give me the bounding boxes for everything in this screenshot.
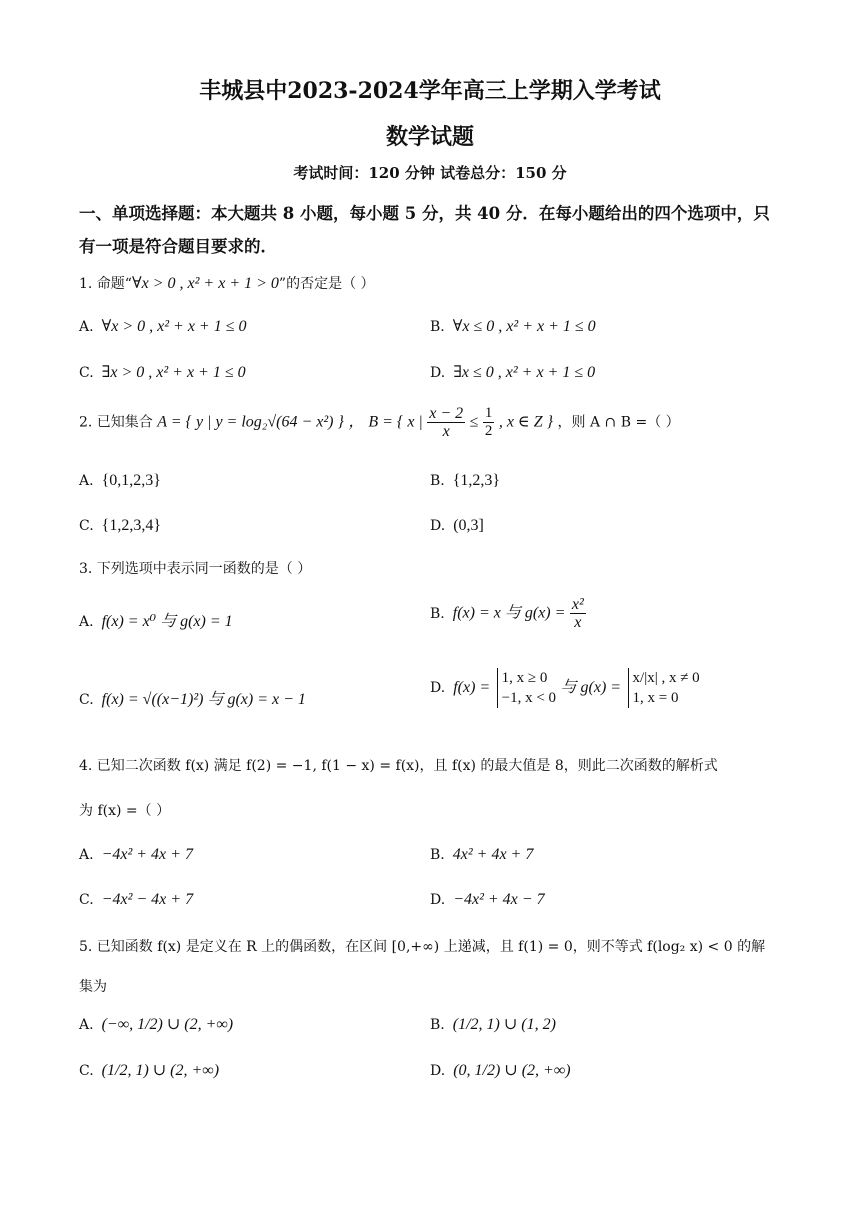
question-3-stem: 3. 下列选项中表示同一函数的是（ ） xyxy=(79,561,312,577)
option-label: D. xyxy=(430,365,446,381)
option-label: C. xyxy=(79,518,94,534)
option-label: C. xyxy=(79,892,94,908)
q4-option-a xyxy=(79,846,193,864)
option-label: B. xyxy=(430,605,445,622)
q3-option-d xyxy=(430,668,700,708)
option-label: A. xyxy=(79,1017,94,1033)
option-text: (0,3] xyxy=(453,517,484,534)
option-text: f(x) = √((x−1)²) 与 g(x) = x − 1 xyxy=(101,691,306,708)
option-text: {0,1,2,3} xyxy=(101,472,161,489)
q2-option-d xyxy=(430,517,484,535)
question-5-stem-line2: 集为 xyxy=(79,979,107,995)
q2-fraction-2: $\frac{1}{2}$ xyxy=(484,405,493,439)
q5-option-d xyxy=(430,1060,571,1080)
option-text: ∀x ≤ 0 , x² + x + 1 ≤ 0 xyxy=(452,318,596,335)
option-label: C. xyxy=(79,365,94,381)
option-label: B. xyxy=(430,1017,445,1033)
question-2-stem xyxy=(79,405,680,440)
q1-option-c xyxy=(79,362,246,382)
q3-b-fraction: $\frac{\text{x²}}{x}$ xyxy=(571,596,584,631)
q2-set-a: A = { y | y = log₂√(64 − x²) } xyxy=(157,413,344,431)
q1-stem-math: ∀x > 0 , x² + x + 1 > 0 xyxy=(131,275,279,292)
q4-option-c xyxy=(79,891,193,909)
q1-stem-post: ”的否定是（ ） xyxy=(278,276,375,292)
q3-d-piecewise-g: x/|x| , x ≠ 0 1, x = 0 xyxy=(628,668,700,708)
option-text: −4x² + 4x − 7 xyxy=(453,891,545,908)
option-label: B. xyxy=(430,473,445,489)
q2-set-b-post: , x ∈ Z } xyxy=(498,413,554,431)
option-text: −4x² − 4x + 7 xyxy=(101,891,194,908)
option-label: A. xyxy=(79,319,94,335)
option-label: A. xyxy=(79,473,94,489)
option-text: ∃x > 0 , x² + x + 1 ≤ 0 xyxy=(101,364,246,381)
exam-subject: 数学试题 xyxy=(385,124,474,150)
option-label: A. xyxy=(79,614,94,630)
option-label: C. xyxy=(79,692,94,708)
option-text: (0, 1/2) ∪ (2, +∞) xyxy=(453,1062,571,1079)
question-4-stem-line1: 4. 已知二次函数 f(x) 满足 f(2) = −1, f(1 − x) = f(x)，且 f(x) 的最大值是 8，则此二次函数的解析式 xyxy=(79,758,718,774)
question-1-stem xyxy=(79,273,375,293)
option-text: −4x² + 4x + 7 xyxy=(101,846,193,863)
option-text: (1/2, 1) ∪ (2, +∞) xyxy=(101,1062,220,1079)
q2-fraction-1: $\frac{x - 2}{x}$ xyxy=(429,405,464,440)
option-text: 4x² + 4x + 7 xyxy=(452,846,534,863)
option-label: B. xyxy=(430,847,445,863)
exam-info: 考试时间：120 分钟 试卷总分：150 分 xyxy=(293,164,567,182)
q2-option-a xyxy=(79,472,161,490)
option-label: B. xyxy=(430,319,445,335)
q1-option-b xyxy=(430,316,596,336)
option-text: f(x) = x 与 g(x) = xyxy=(452,604,566,622)
q2-stem-post: ，则 A ∩ B =（ ） xyxy=(557,414,680,431)
question-5-stem-line1: 5. 已知函数 f(x) 是定义在 R 上的偶函数，在区间 [0,+∞) 上递减，且 f(1) = 0，则不等式 f(log₂ x) < 0 的解 xyxy=(79,939,766,955)
q1-option-a xyxy=(79,316,247,336)
q5-option-c xyxy=(79,1060,219,1080)
option-text: {1,2,3} xyxy=(452,472,501,489)
option-label: D. xyxy=(430,680,446,696)
q4-option-d xyxy=(430,891,545,909)
exam-title: 丰城县中2023-2024学年高三上学期入学考试 xyxy=(199,78,661,104)
option-text: f(x) = x⁰ 与 g(x) = 1 xyxy=(101,613,233,630)
option-text: ∃x ≤ 0 , x² + x + 1 ≤ 0 xyxy=(453,364,596,381)
q5-option-a xyxy=(79,1014,233,1034)
q3-option-c xyxy=(79,686,306,709)
q2-option-c xyxy=(79,517,161,535)
option-text: ∀x > 0 , x² + x + 1 ≤ 0 xyxy=(101,318,247,335)
option-label: A. xyxy=(79,847,94,863)
option-text: (−∞, 1/2) ∪ (2, +∞) xyxy=(101,1016,234,1033)
q3-option-b xyxy=(430,596,586,631)
q4-option-b xyxy=(430,846,533,864)
q2-set-b-pre: ， B = { x | xyxy=(348,413,423,431)
option-text: f(x) = xyxy=(453,679,491,696)
option-label: D. xyxy=(430,518,446,534)
question-4-stem-line2: 为 f(x) =（ ） xyxy=(79,803,171,819)
q3-option-a xyxy=(79,608,233,631)
section-heading-line2: 有一项是符合题目要求的． xyxy=(79,237,277,256)
option-text: {1,2,3,4} xyxy=(101,517,162,534)
option-label: C. xyxy=(79,1063,94,1079)
q5-option-b xyxy=(430,1014,556,1034)
section-heading-line1: 一、单项选择题：本大题共 8 小题，每小题 5 分，共 40 分．在每小题给出的四个选项中，只 xyxy=(79,204,770,223)
q3-d-piecewise-f: 1, x ≥ 0 −1, x < 0 xyxy=(497,668,556,708)
q2-option-b xyxy=(430,472,500,490)
option-text: (1/2, 1) ∪ (1, 2) xyxy=(452,1016,556,1033)
q1-option-d xyxy=(430,362,595,382)
option-text: 与 g(x) = xyxy=(560,679,622,696)
option-label: D. xyxy=(430,1063,446,1079)
q1-stem-pre: 1. 命题“ xyxy=(79,276,132,292)
q2-stem-pre: 2. 已知集合 xyxy=(79,414,153,431)
q2-le: ≤ xyxy=(469,413,479,431)
option-label: D. xyxy=(430,892,446,908)
